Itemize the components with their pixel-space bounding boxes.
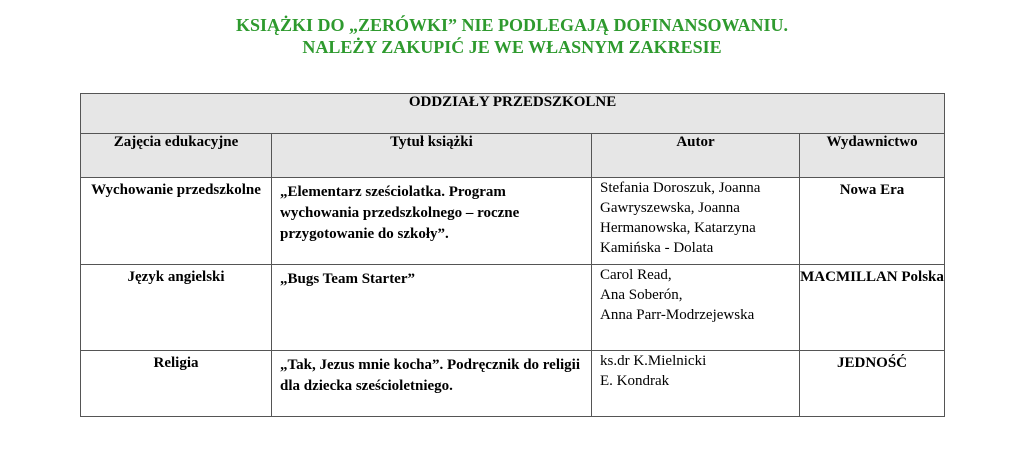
column-header-row xyxy=(81,134,945,178)
author-line: ks.dr K.Mielnicki xyxy=(600,353,707,369)
author-cell xyxy=(592,265,800,351)
publisher-cell: JEDNOŚĆ xyxy=(800,351,945,417)
author-line: Hermanowska, Katarzyna xyxy=(600,220,756,236)
table-row xyxy=(81,351,945,417)
author-line: Ana Soberón, xyxy=(600,287,683,303)
publisher-cell: Nowa Era xyxy=(800,178,945,265)
subject-cell: Wychowanie przedszkolne xyxy=(81,178,272,265)
book-title-cell: „Tak, Jezus mnie kocha”. Podręcznik do religii dla dziecka sześcioletniego. xyxy=(272,351,592,417)
book-title-cell: „Bugs Team Starter” xyxy=(272,265,592,351)
table-row xyxy=(81,178,945,265)
column-header-author: Autor xyxy=(592,134,800,178)
notice-line-2: NALEŻY ZAKUPIĆ JE WE WŁASNYM ZAKRESIE xyxy=(302,37,722,57)
publisher-cell: MACMILLAN Polska xyxy=(800,265,945,351)
notice-line-1: KSIĄŻKI DO „ZERÓWKI” NIE PODLEGAJĄ DOFINANSOWANIU. xyxy=(235,15,789,35)
author-line: Kamińska - Dolata xyxy=(600,240,714,256)
author-line: Gawryszewska, Joanna xyxy=(600,200,740,216)
section-header-row xyxy=(81,94,945,134)
author-line: E. Kondrak xyxy=(600,373,670,389)
column-header-subject: Zajęcia edukacyjne xyxy=(81,134,272,178)
books-table xyxy=(80,93,945,417)
subject-cell: Religia xyxy=(81,351,272,417)
column-header-publisher: Wydawnictwo xyxy=(800,134,945,178)
subject-cell: Język angielski xyxy=(81,265,272,351)
author-line: Stefania Doroszuk, Joanna xyxy=(600,180,761,196)
book-title-cell: „Elementarz sześciolatka. Program wychowania przedszkolnego – roczne przygotowanie do szkoły”. xyxy=(272,178,592,265)
author-cell xyxy=(592,178,800,265)
author-cell xyxy=(592,351,800,417)
column-header-title: Tytuł książki xyxy=(272,134,592,178)
section-title: ODDZIAŁY PRZEDSZKOLNE xyxy=(81,94,945,134)
author-line: Anna Parr-Modrzejewska xyxy=(600,307,755,323)
dofinansowanie-notice xyxy=(0,14,1024,58)
author-line: Carol Read, xyxy=(600,267,672,283)
table-row xyxy=(81,265,945,351)
